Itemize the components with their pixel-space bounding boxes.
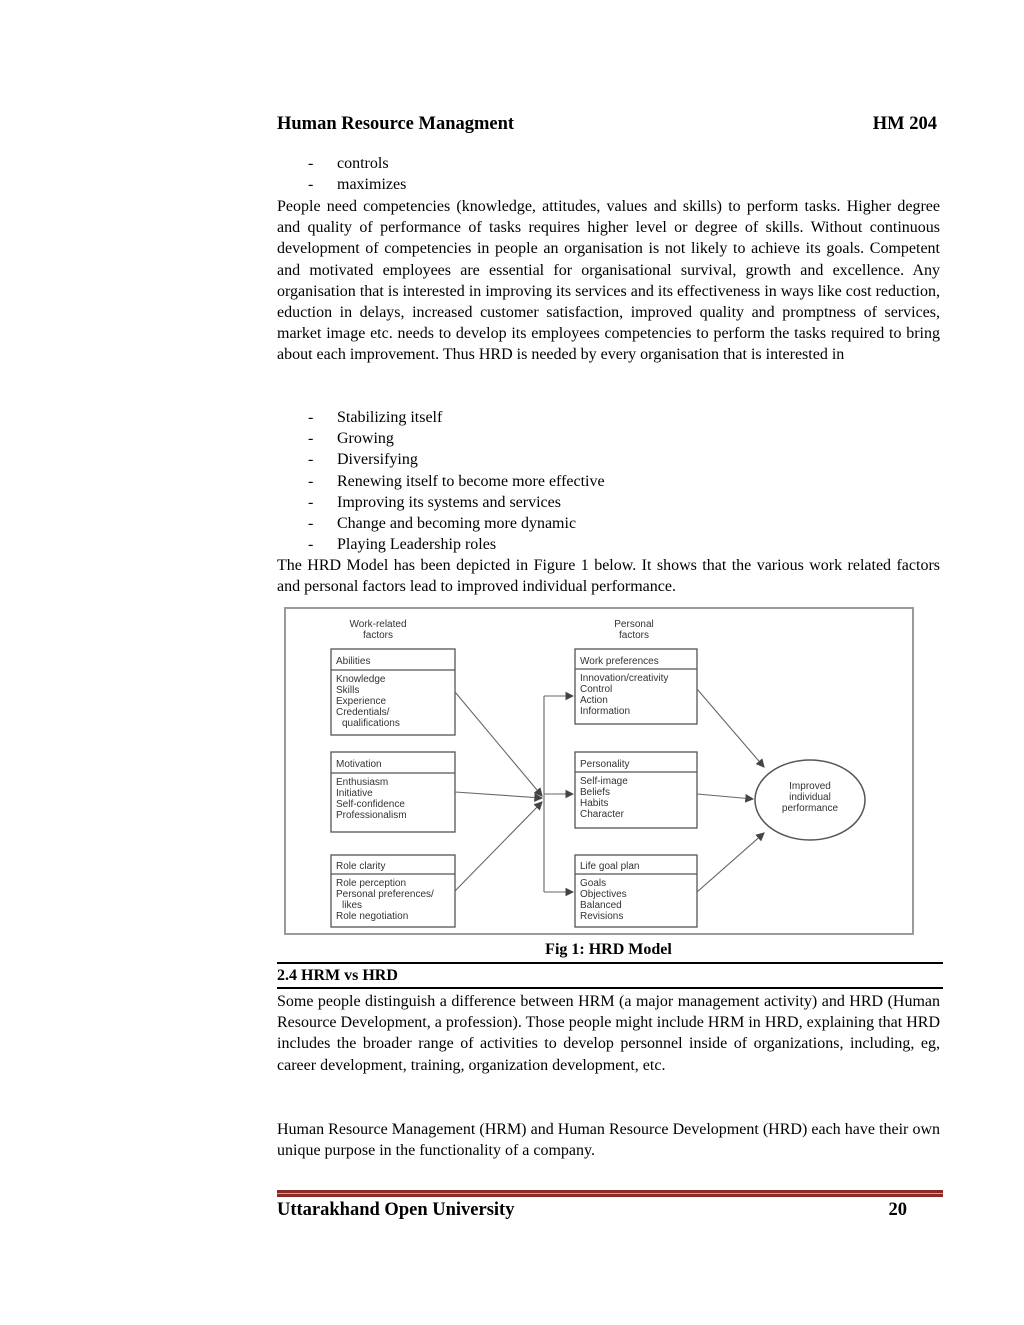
footer-divider — [277, 1190, 943, 1197]
svg-text:Work preferences: Work preferences — [580, 656, 659, 667]
list-item: - Growing — [308, 430, 394, 448]
top-bullet-list — [277, 153, 940, 195]
svg-text:Balanced: Balanced — [580, 900, 622, 911]
svg-text:Experience: Experience — [336, 696, 387, 707]
svg-text:Goals: Goals — [580, 878, 607, 889]
hrd-needs-list — [277, 407, 940, 555]
svg-text:Role clarity: Role clarity — [336, 861, 386, 872]
section-heading-text: 2.4 HRM vs HRD — [277, 967, 398, 984]
header-course-title: Human Resource Managment — [277, 114, 515, 134]
svg-text:Self-confidence: Self-confidence — [336, 799, 405, 810]
svg-text:likes: likes — [342, 900, 363, 911]
svg-text:Personal preferences/: Personal preferences/ — [336, 889, 434, 900]
motivation-box — [331, 752, 455, 832]
list-item: - Stabilizing itself — [308, 409, 443, 426]
paragraph-competencies: People need competencies (knowledge, attitudes, values and skills) to perform tasks. Higher degree and quality of performance of tasks requires higher level or degree of skills. Without continuous development of competencies in people an organisation is not likely to achieve its goals. Competent and motivated employees are essential for organisational survival, growth and excellence. Any organisation that is interested in improving its services and its effectiveness in ways like cost reduction, eduction in delays, increased customer satisfaction, improved quality and promptness of services, market image etc. needs to develop its employees competencies to perform the tasks required to bring about each improvement. Thus HRD is needed by every organisation that is interested in — [277, 198, 940, 364]
svg-text:Knowledge: Knowledge — [336, 674, 386, 685]
list-item: - maximizes — [308, 176, 407, 194]
svg-text:Professionalism: Professionalism — [336, 810, 407, 821]
svg-text:Action: Action — [580, 695, 608, 706]
paragraph-unique-purpose: Human Resource Management (HRM) and Human Resource Development (HRD) each have their own unique purpose in the functionality of a company. — [277, 1121, 940, 1160]
work-factors-heading-line2: factors — [362, 630, 394, 641]
work-factors-heading-line1: Work-related — [349, 619, 407, 630]
svg-text:Habits: Habits — [580, 798, 609, 809]
role-clarity-box — [331, 855, 455, 927]
svg-text:Enthusiasm: Enthusiasm — [336, 777, 389, 788]
page-number: 20 — [888, 1200, 907, 1220]
life-goal-plan-box — [575, 855, 697, 927]
paragraph-hrd-model-intro: The HRD Model has been depicted in Figure 1 below. It shows that the various work related factors and personal factors lead to improved individual performance. — [277, 557, 940, 596]
svg-text:Innovation/creativity: Innovation/creativity — [580, 673, 669, 684]
work-preferences-box — [575, 649, 697, 724]
svg-text:Skills: Skills — [336, 685, 360, 696]
outcome-ellipse — [755, 760, 865, 840]
svg-text:Information: Information — [580, 706, 631, 717]
svg-text:Character: Character — [580, 809, 624, 820]
svg-text:qualifications: qualifications — [342, 718, 400, 729]
list-item: - Diversifying — [308, 451, 418, 469]
section-heading — [277, 962, 943, 989]
header-course-code: HM 204 — [872, 114, 937, 134]
svg-text:Beliefs: Beliefs — [580, 787, 611, 798]
paragraph-hrm-vs-hrd: Some people distinguish a difference between HRM (a major management activity) and HRD (Human Resource Development, a profession). Those people might include HRM in HRD, explaining that HRD includes the broader range of activities to develop personnel inside of organizations, including, eg, career development, training, organization development, etc. — [277, 993, 940, 1074]
svg-text:Self-image: Self-image — [580, 776, 628, 787]
footer-university: Uttarakhand Open University — [277, 1200, 515, 1220]
abilities-box — [331, 649, 455, 735]
svg-text:performance: performance — [781, 803, 839, 814]
hrd-model-figure — [284, 607, 914, 935]
svg-text:Abilities: Abilities — [336, 656, 371, 667]
svg-text:Control: Control — [580, 684, 613, 695]
svg-text:Initiative: Initiative — [336, 788, 373, 799]
list-item: - Playing Leadership roles — [308, 536, 497, 554]
svg-text:Improved: Improved — [789, 781, 831, 792]
svg-text:Revisions: Revisions — [580, 911, 624, 922]
page-footer — [277, 1200, 907, 1224]
page-header — [277, 114, 937, 138]
svg-text:Role perception: Role perception — [336, 878, 407, 889]
personal-factors-heading-line1: Personal — [614, 619, 654, 630]
list-item: - controls — [308, 155, 389, 172]
svg-text:individual: individual — [789, 792, 831, 803]
personality-box — [575, 752, 697, 828]
list-item: - Change and becoming more dynamic — [308, 515, 577, 533]
svg-text:Personality: Personality — [580, 759, 630, 770]
hrd-model-diagram — [286, 609, 912, 933]
figure-caption: Fig 1: HRD Model — [545, 941, 672, 958]
svg-text:Credentials/: Credentials/ — [336, 707, 390, 718]
svg-text:Motivation: Motivation — [336, 759, 382, 770]
list-item: - Renewing itself to become more effective — [308, 472, 605, 490]
svg-text:Objectives: Objectives — [580, 889, 627, 900]
svg-text:Role negotiation: Role negotiation — [336, 911, 409, 922]
svg-text:Life goal plan: Life goal plan — [580, 861, 640, 872]
list-item: - Improving its systems and services — [308, 493, 561, 511]
personal-factors-heading-line2: factors — [618, 630, 650, 641]
